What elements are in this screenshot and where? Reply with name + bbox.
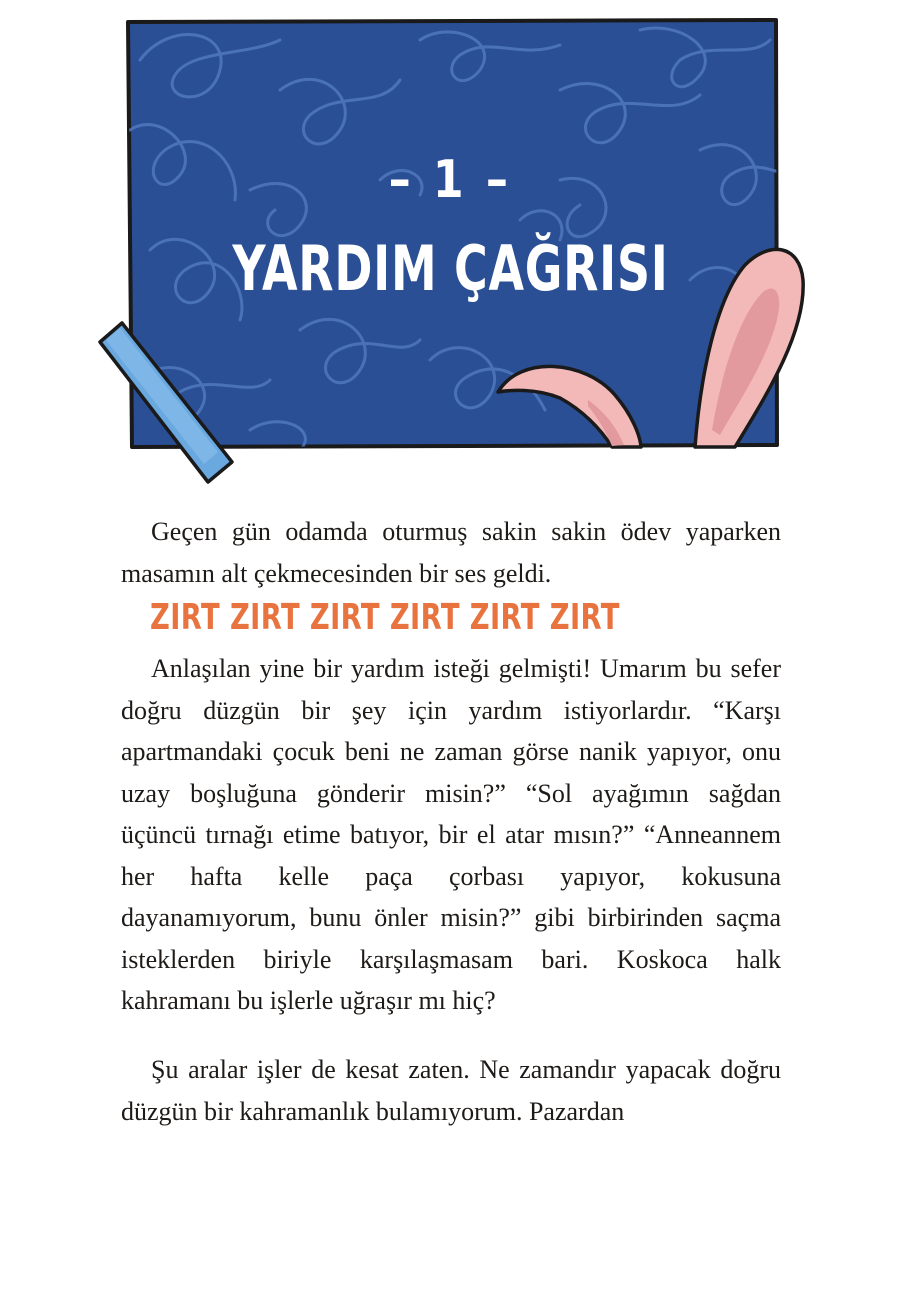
chapter-title: YARDIM ÇAĞRISI xyxy=(232,232,669,305)
body-paragraph: Şu aralar işler de kesat zaten. Ne zamandır yapacak doğru düzgün bir kahramanlık bulamıyorum. Pazardan xyxy=(121,1055,781,1126)
body-paragraph-2-block xyxy=(121,648,781,1022)
body-paragraph: Anlaşılan yine bir yardım isteği gelmişti! Umarım bu sefer doğru düzgün bir şey için yardım istiyorlardır. “Karşı apartmandaki çocuk beni ne zaman görse nanik yapıyor, onu uzay boşluğuna gönderir misin?” “Sol ayağımın sağdan üçüncü tırnağı etime batıyor, bir el atar mısın?” “Anneannem her hafta kelle paça çorbası yapıyor, kokusuna dayanamıyorum, bunu önler misin?” gibi birbirinden saçma isteklerden biriyle karşılaşmasam bari. Koskoca halk kahramanı bu işlerle uğraşır mı hiç? xyxy=(121,654,781,1015)
body-paragraph-1-block xyxy=(121,511,781,594)
sound-effect-text: ZIRT ZIRT ZIRT ZIRT ZIRT ZIRT xyxy=(150,597,620,638)
body-paragraph-3-block xyxy=(121,1049,781,1132)
chapter-number: – 1 – xyxy=(388,150,512,210)
body-paragraph: Geçen gün odamda oturmuş sakin sakin ödev yaparken masamın alt çekmecesinden bir ses geldi. xyxy=(121,517,781,588)
